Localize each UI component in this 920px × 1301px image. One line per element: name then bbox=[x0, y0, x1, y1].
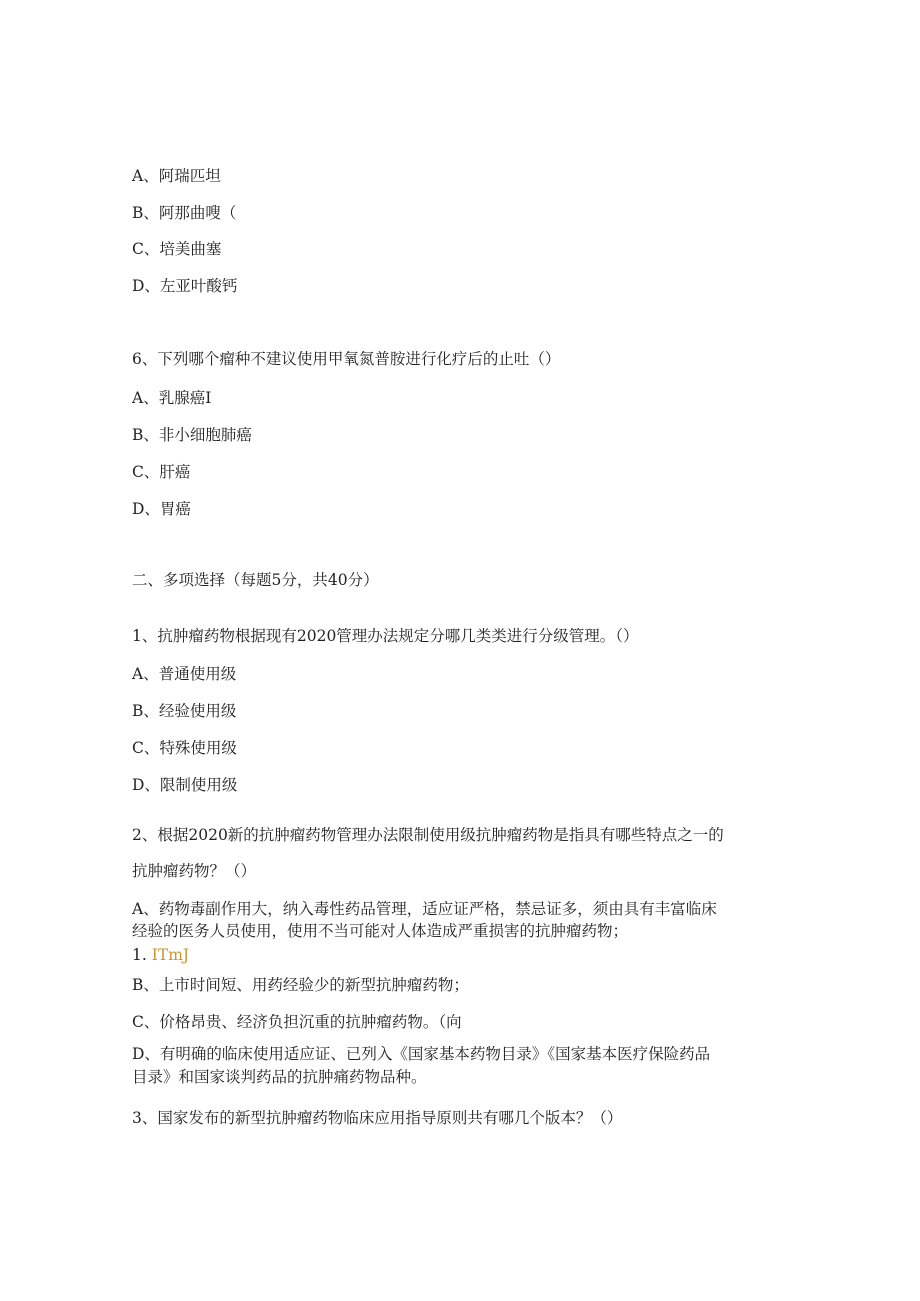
q6-option-c: C、肝癌 bbox=[132, 463, 191, 481]
mq2-artifact-prefix: 1. bbox=[132, 946, 147, 964]
mq2-option-c: C、价格昂贵、经济负担沉重的抗肿瘤药物。（向 bbox=[132, 1013, 462, 1031]
q5-option-a: A、阿瑞匹坦 bbox=[132, 167, 221, 185]
mq3-stem: 3、国家发布的新型抗肿瘤药物临床应用指导原则共有哪几个版本？（） bbox=[132, 1109, 623, 1127]
mq1-option-c: C、特殊使用级 bbox=[132, 739, 237, 757]
mq1-option-b: B、经验使用级 bbox=[132, 702, 237, 720]
q6-option-b: B、非小细胞肺癌 bbox=[132, 426, 252, 444]
q5-option-b: B、阿那曲嗖（ bbox=[132, 204, 237, 222]
mq1-stem: 1、抗肿瘤药物根据现有2020管理办法规定分哪几类类进行分级管理。（） bbox=[132, 627, 639, 645]
mq1-option-a: A、普通使用级 bbox=[132, 665, 237, 683]
mq2-option-a-line2: 经验的医务人员使用，使用不当可能对人体造成严重损害的抗肿瘤药物； bbox=[132, 922, 629, 940]
section-heading: 二、多项选择（每题5分，共40分） bbox=[132, 571, 379, 589]
q6-option-a: A、乳腺癌Ⅰ bbox=[132, 389, 212, 407]
q6-stem: 6、下列哪个瘤种不建议使用甲氧氮普胺进行化疗后的止吐（） bbox=[132, 350, 561, 368]
mq2-artifact bbox=[132, 944, 189, 966]
mq1-option-d: D、限制使用级 bbox=[132, 776, 238, 794]
mq2-option-a-line1: A、药物毒副作用大，纳入毒性药品管理，适应证严格，禁忌证多，须由具有丰富临床 bbox=[132, 900, 717, 918]
mq2-stem-line2: 抗肿瘤药物？（） bbox=[132, 862, 257, 880]
mq2-option-d-line1: D、有明确的临床使用适应证、已列入《国家基本药物目录》《国家基本医疗保险药品 bbox=[132, 1045, 711, 1063]
q5-option-c: C、培美曲塞 bbox=[132, 240, 222, 258]
mq2-artifact-text: ITmJ bbox=[151, 946, 190, 964]
mq2-option-d-line2: 目录》和国家谈判药品的抗肿痛药物品种。 bbox=[132, 1068, 427, 1086]
q5-option-d: D、左亚叶酸钙 bbox=[132, 277, 238, 295]
mq2-option-b: B、上市时间短、用药经验少的新型抗肿瘤药物； bbox=[132, 976, 469, 994]
q6-option-d: D、胃癌 bbox=[132, 500, 191, 518]
mq2-stem-line1: 2、根据2020新的抗肿瘤药物管理办法限制使用级抗肿瘤药物是指具有哪些特点之一的 bbox=[132, 826, 724, 844]
